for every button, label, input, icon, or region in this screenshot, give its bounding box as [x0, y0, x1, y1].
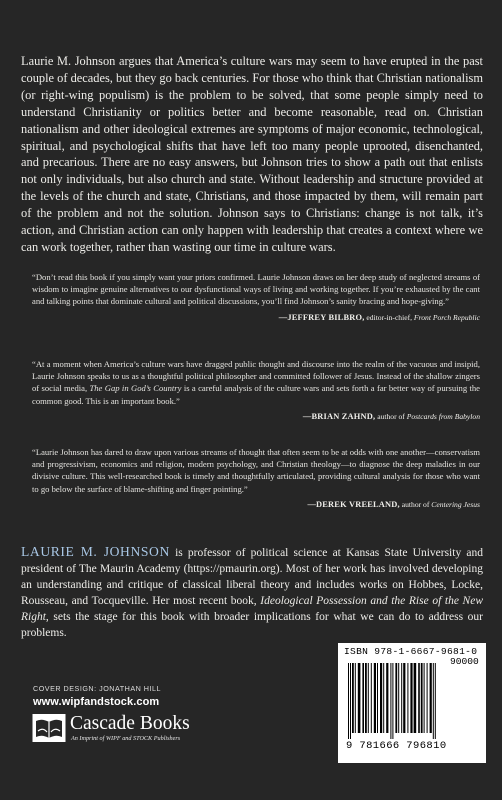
endorsement-3 [32, 446, 480, 511]
barcode-bar [352, 663, 354, 733]
barcode-bar [433, 663, 434, 739]
barcode-bar [407, 663, 408, 733]
endorsement-quote [32, 358, 480, 407]
barcode-bar [362, 663, 364, 733]
bio-text: , sets the stage for this book with broader implications for what we can do to address our problems. [21, 610, 483, 639]
barcode-bar [368, 663, 369, 733]
barcode-bar [424, 663, 425, 733]
barcode-bar [383, 663, 384, 733]
endorser-name: —DEREK VREELAND, [307, 499, 400, 509]
book-description: Laurie M. Johnson argues that America’s culture wars may seem to have erupted in the past couple of decades, but they go back centuries. For those who think that Christian nationalism (or right-wing populism) is the problem to be solved, that some people simply need to understand Christianity or politics better and become reasonable, read on. Christian nationalism and other ideological extremes are symptoms of major economic, technological, spiritual, and psychological shifts that have left too many people uprooted, disenchanted, and precarious. There are no easy answers, but Johnson tries to show a path out that enlists not only individuals, but also church and state. Without leadership and structure provided at the levels of the church and state, Christians, and those impacted by them, will remain part of the problem and not the solution. Johnson says to Christians: change is not talk, it’s action, and Christian action can only happen with leadership that creates a context where we can work together, rather than wasting our time in culture wars. [21, 54, 483, 254]
barcode-bar [380, 663, 382, 733]
endorsement-quote: “Laurie Johnson has dared to draw upon various streams of thought that often seem to be at odds with one another—conservatism and progressivism, economics and religion, modern psychology, and Christian theology—to diagnose the deep maladies in our divisive culture. This well-researched book is timely and thoughtfully articulated, providing cultural analysis for those who want to go below the surface of blame-shifting and finger pointing.” [32, 447, 480, 494]
barcode-bar [427, 663, 428, 733]
endorsement-1 [32, 271, 480, 324]
endorsement-attribution [32, 499, 480, 511]
barcode-bar [421, 663, 423, 733]
barcode-bar [371, 663, 372, 733]
barcode-bar [414, 663, 417, 733]
barcode-bar [403, 663, 405, 733]
barcode-bar [401, 663, 402, 733]
isbn-label: ISBN 978-1-6667-9681-0 [344, 646, 478, 657]
endorser-role: editor-in-chief, [364, 312, 414, 322]
quoted-book-title: The Gap in God’s Country [89, 383, 182, 394]
endorser-publication: Front Porch Republic [413, 312, 480, 322]
endorsement-attribution [32, 312, 480, 324]
publisher-logo [32, 713, 222, 745]
endorser-name: —BRIAN ZAHND, [302, 411, 376, 421]
barcode-bar [355, 663, 356, 733]
barcode-bar [377, 663, 378, 733]
endorsement-attribution [32, 411, 480, 423]
bio-text: is professor of political science at Kansas State University and president of The Maurin Academy (https://pmaurin.org). Most of her work has involved developing an understanding and critique of classical liberal theory and includes works on Hobbes, Locke, Rousseau, and Tocqueville. Her most recent book, [21, 547, 483, 607]
author-bio [21, 544, 483, 641]
bio-book-title: Ideological Possession and the Rise of the New Right [21, 594, 483, 623]
endorser-name: —JEFFREY BILBRO, [278, 312, 365, 322]
quote-part: is a careful analysis of the culture wars and sets forth a far better way of pursuing the common good. This is an important book.” [32, 383, 480, 406]
book-logo-icon [32, 713, 66, 743]
endorsement-quote: “Don’t read this book if you simply want your priors confirmed. Laurie Johnson draws on her deep study of neglected streams of wisdom to imagine genuine alternatives to our dysfunctional ways of living and working together. If you’re exhausted by the cant and talking points that dominate cultural and political discussions, you’ll find Johnson’s sanity bracing and hope-giving.” [32, 272, 480, 307]
barcode-bar [418, 663, 420, 733]
author-name: LAURIE M. JOHNSON [21, 544, 170, 559]
barcode-bar [386, 663, 388, 733]
isbn-barcode [338, 643, 486, 763]
endorser-publication: Centering Jesus [431, 499, 480, 509]
barcode-bar [350, 663, 351, 739]
barcode-bar [374, 663, 376, 733]
barcode-bar [435, 663, 436, 739]
barcode-digits: 9 781666 796810 [346, 740, 447, 752]
barcode-bar [392, 663, 393, 739]
barcode-bar [358, 663, 361, 733]
publisher-website: www.wipfandstock.com [33, 696, 160, 708]
barcode-bar [348, 663, 349, 739]
barcode-bar [365, 663, 367, 733]
barcode-bar [390, 663, 391, 739]
price-code: 90000 [450, 656, 479, 667]
barcode-bar [398, 663, 399, 733]
publisher-tagline: An Imprint of WIPF and STOCK Publishers [71, 735, 181, 742]
barcode-bar [430, 663, 432, 733]
barcode-bar [395, 663, 397, 733]
endorser-publication: Postcards from Babylon [406, 411, 480, 421]
publisher-name: Cascade Books [70, 713, 190, 734]
endorser-role: author of [399, 499, 432, 509]
quote-part: “At a moment when America’s culture wars have dragged public thought and discourse into the realm of the vacuous and insipid, Laurie Johnson speaks to us as a thoughtful political philosopher and committed follower of Jesus. Instead of the shallow zingers of social media, [32, 359, 480, 394]
barcode-bar [410, 663, 412, 733]
cover-design-credit: COVER DESIGN: JONATHAN HILL [33, 684, 161, 693]
endorsement-2 [32, 358, 480, 423]
barcode-bars [346, 663, 478, 741]
endorser-role: author of [375, 411, 407, 421]
